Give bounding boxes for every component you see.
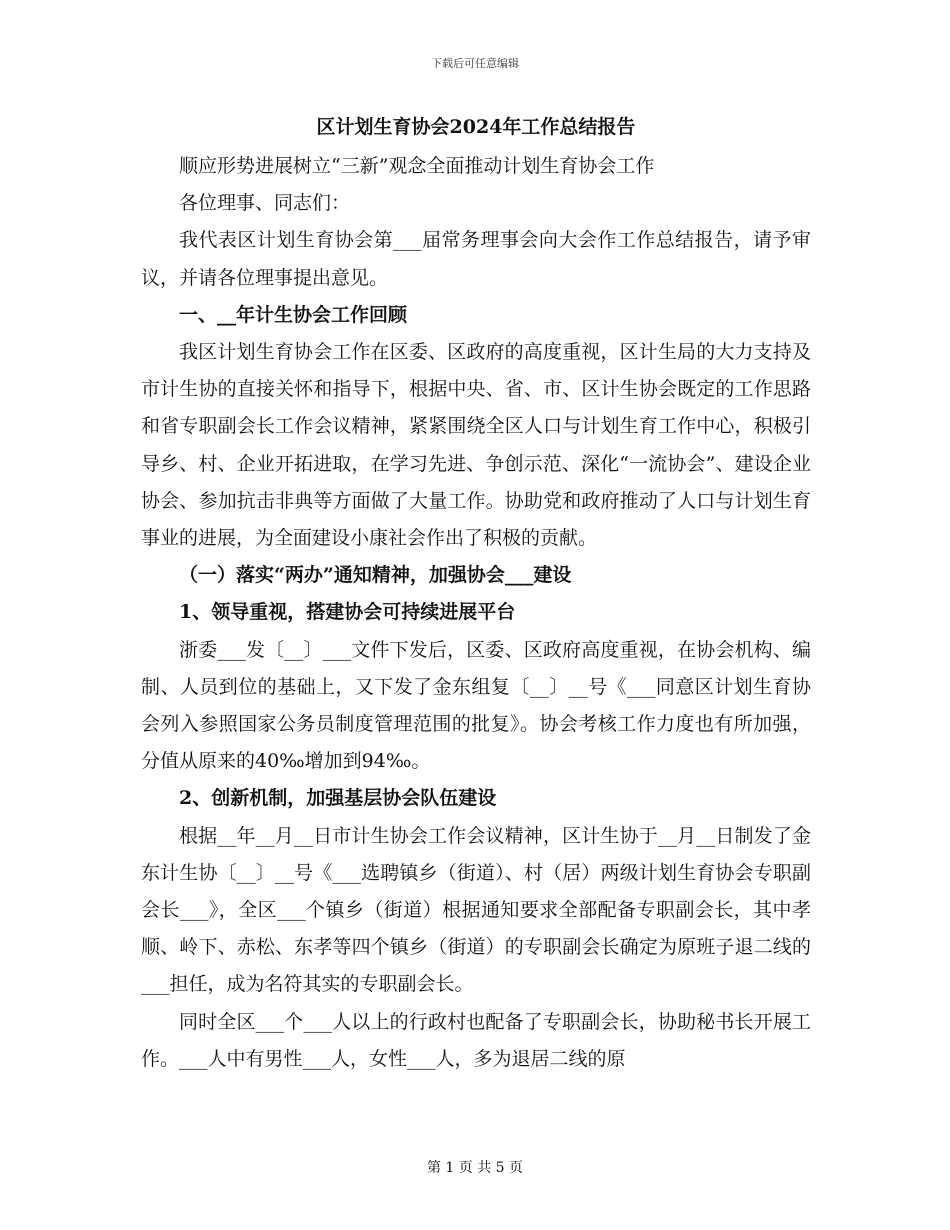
page-number-footer: 第 1 页 共 5 页 bbox=[426, 1160, 524, 1176]
paragraph-item-1: 浙委___发〔__〕___文件下发后，区委、区政府高度重视，在协会机构、编制、人员到位的基础上，又下发了金东组复〔__〕__号《___同意区计划生育协会列入参照国家公务员制度管理范围的批复》。协会考核工作力度也有所加强，分值从原来的40‰增加到94‰。 bbox=[141, 638, 811, 773]
page-header-note: 下载后可任意编辑 bbox=[431, 57, 519, 70]
subsection-heading-1: （一）落实“两办”通知精神，加强协会___建设 bbox=[179, 564, 572, 587]
subtitle-paragraph: 顺应形势进展树立“三新”观念全面推动计划生育协会工作 bbox=[179, 155, 655, 177]
paragraph-review: 我区计划生育协会工作在区委、区政府的高度重视，区计生局的大力支持及市计生协的直接关怀和指导下，根据中央、省、市、区计生协会既定的工作思路和省专职副会长工作会议精神，紧紧围绕全区人口与计划生育工作中心，积极引导乡、村、企业开拓进取，在学习先进、争创示范、深化“一流协会”、建设企业协会、参加抗击非典等方面做了大量工作。协助党和政府推动了人口与计划生育事业的进展，为全面建设小康社会作出了积极的贡献。 bbox=[141, 341, 811, 550]
item-heading-2: 2、创新机制，加强基层协会队伍建设 bbox=[179, 787, 497, 810]
item-heading-1: 1、领导重视，搭建协会可持续进展平台 bbox=[179, 601, 516, 624]
paragraph-item-2: 根据__年__月__日市计生协会工作会议精神，区计生协于__月__日制发了金东计生协〔__〕__号《___选聘镇乡（街道）、村（居）两级计划生育协会专职副会长___》，全区___个镇乡（街道）根据通知要求全部配备专职副会长，其中孝顺、岭下、赤松、东孝等四个镇乡（街道）的专职副会长确定为原班子退二线的___担任，成为名符其实的专职副会长。 bbox=[141, 824, 811, 996]
paragraph-item-2-cont: 同时全区___个___人以上的行政村也配备了专职副会长，协助秘书长开展工作。___人中有男性___人，女性___人，多为退居二线的原 bbox=[141, 1010, 811, 1070]
document-title: 区计划生育协会2024年工作总结报告 bbox=[316, 116, 636, 138]
document-body bbox=[141, 108, 811, 1078]
paragraph-intro: 我代表区计划生育协会第___届常务理事会向大会作工作总结报告，请予审议，并请各位理事提出意见。 bbox=[141, 229, 811, 289]
section-heading-1: 一、__年计生协会工作回顾 bbox=[179, 303, 408, 326]
salutation: 各位理事、同志们： bbox=[179, 192, 351, 215]
